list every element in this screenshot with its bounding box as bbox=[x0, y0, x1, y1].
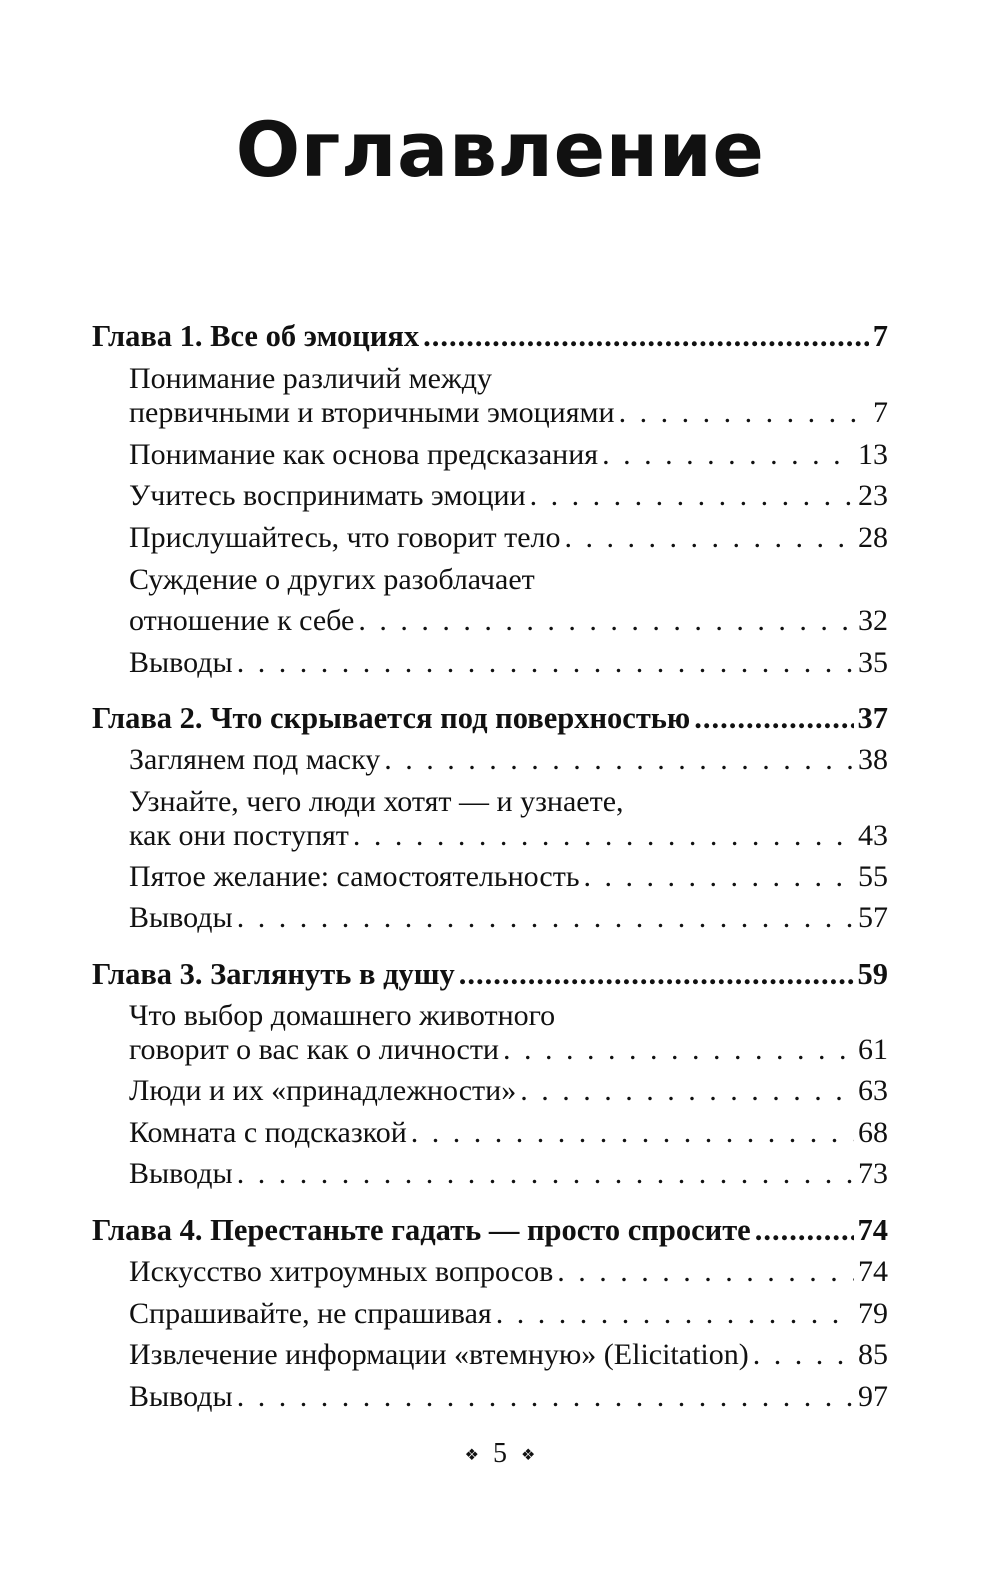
section-page-number: 85 bbox=[858, 1338, 888, 1371]
dot-leader bbox=[584, 857, 854, 897]
section-page-number: 97 bbox=[858, 1380, 888, 1413]
dot-leader bbox=[557, 1252, 854, 1292]
table-of-contents bbox=[92, 0, 888, 1595]
toc-section-1-4[interactable] bbox=[129, 518, 888, 558]
dot-leader bbox=[411, 1113, 854, 1153]
diamond-ornament-icon: ❖ bbox=[521, 1446, 536, 1464]
dot-leader bbox=[237, 1154, 854, 1194]
toc-section-1-5-line-1[interactable] bbox=[129, 560, 888, 600]
section-title-line: говорит о вас как о личности bbox=[129, 1033, 499, 1066]
toc-chapter-1[interactable] bbox=[92, 316, 888, 356]
dot-leader bbox=[459, 954, 854, 994]
dot-leader bbox=[753, 1335, 854, 1375]
section-title: Извлечение информации «втемную» (Elicitation) bbox=[129, 1338, 749, 1371]
section-title: Понимание как основа предсказания bbox=[129, 438, 599, 471]
section-title-line: Понимание различий между bbox=[129, 362, 492, 395]
toc-section-1-6[interactable] bbox=[129, 643, 888, 683]
section-title-line: Узнайте, чего люди хотят — и узнаете, bbox=[129, 785, 624, 818]
dot-leader bbox=[237, 1377, 854, 1417]
toc-section-4-2[interactable] bbox=[129, 1294, 888, 1334]
section-title: Прислушайтесь, что говорит тело bbox=[129, 521, 561, 554]
toc-section-2-1[interactable] bbox=[129, 740, 888, 780]
section-page-number: 32 bbox=[858, 604, 888, 637]
dot-leader bbox=[358, 601, 854, 641]
toc-section-1-5[interactable] bbox=[129, 601, 888, 641]
section-title: Люди и их «принадлежности» bbox=[129, 1074, 517, 1107]
section-title-line: первичными и вторичными эмоциями bbox=[129, 396, 615, 429]
section-page-number: 61 bbox=[858, 1033, 888, 1066]
section-title: Комната с подсказкой bbox=[129, 1116, 407, 1149]
section-title-line: Суждение о других разоблачает bbox=[129, 563, 535, 596]
page-number: 5 bbox=[493, 1438, 507, 1469]
dot-leader bbox=[423, 316, 869, 356]
toc-section-3-1[interactable] bbox=[129, 1030, 888, 1070]
section-page-number: 35 bbox=[858, 646, 888, 679]
toc-section-4-3[interactable] bbox=[129, 1335, 888, 1375]
dot-leader bbox=[565, 518, 854, 558]
chapter-title: Глава 2. Что скрывается под поверхностью bbox=[92, 701, 691, 735]
toc-section-3-3[interactable] bbox=[129, 1113, 888, 1153]
section-page-number: 13 bbox=[858, 438, 888, 471]
dot-leader bbox=[694, 698, 853, 738]
section-title: Спрашивайте, не спрашивая bbox=[129, 1297, 492, 1330]
toc-chapter-2[interactable] bbox=[92, 698, 888, 738]
dot-leader bbox=[496, 1294, 854, 1334]
dot-leader bbox=[602, 435, 854, 475]
section-title: Пятое желание: самостоятельность bbox=[129, 860, 580, 893]
toc-section-4-4[interactable] bbox=[129, 1377, 888, 1417]
dot-leader bbox=[619, 393, 869, 433]
toc-section-1-1[interactable] bbox=[129, 393, 888, 433]
section-page-number: 57 bbox=[858, 901, 888, 934]
dot-leader bbox=[520, 1071, 854, 1111]
toc-section-1-3[interactable] bbox=[129, 476, 888, 516]
toc-section-2-3[interactable] bbox=[129, 857, 888, 897]
toc-section-3-4[interactable] bbox=[129, 1154, 888, 1194]
section-title: Выводы bbox=[129, 901, 233, 934]
section-page-number: 63 bbox=[858, 1074, 888, 1107]
section-title-line: отношение к себе bbox=[129, 604, 355, 637]
dot-leader bbox=[237, 643, 854, 683]
toc-section-2-4[interactable] bbox=[129, 898, 888, 938]
toc-section-3-2[interactable] bbox=[129, 1071, 888, 1111]
chapter-page-number: 37 bbox=[857, 701, 888, 735]
dot-leader bbox=[237, 898, 854, 938]
section-page-number: 68 bbox=[858, 1116, 888, 1149]
section-page-number: 28 bbox=[858, 521, 888, 554]
section-title: Заглянем под маску bbox=[129, 743, 381, 776]
section-page-number: 23 bbox=[858, 479, 888, 512]
section-title: Учитесь воспринимать эмоции bbox=[129, 479, 526, 512]
diamond-ornament-icon: ❖ bbox=[464, 1446, 479, 1464]
section-title: Выводы bbox=[129, 646, 233, 679]
chapter-page-number: 7 bbox=[872, 319, 888, 353]
page-footer bbox=[0, 1436, 1000, 1474]
section-page-number: 55 bbox=[858, 860, 888, 893]
section-title: Искусство хитроумных вопросов bbox=[129, 1255, 554, 1288]
section-page-number: 73 bbox=[858, 1157, 888, 1190]
section-page-number: 79 bbox=[858, 1297, 888, 1330]
section-title: Выводы bbox=[129, 1157, 233, 1190]
toc-chapter-3[interactable] bbox=[92, 954, 888, 994]
chapter-title: Глава 3. Заглянуть в душу bbox=[92, 957, 455, 991]
page-title: Оглавление bbox=[235, 105, 765, 194]
section-title: Выводы bbox=[129, 1380, 233, 1413]
chapter-title: Глава 1. Все об эмоциях bbox=[92, 319, 420, 353]
section-page-number: 7 bbox=[873, 396, 888, 429]
chapter-page-number: 74 bbox=[857, 1213, 888, 1247]
toc-section-4-1[interactable] bbox=[129, 1252, 888, 1292]
dot-leader bbox=[353, 816, 854, 856]
section-page-number: 43 bbox=[858, 819, 888, 852]
section-page-number: 38 bbox=[858, 743, 888, 776]
chapter-title: Глава 4. Перестаньте гадать — просто спросите bbox=[92, 1213, 751, 1247]
section-title-line: как они поступят bbox=[129, 819, 349, 852]
dot-leader bbox=[503, 1030, 854, 1070]
section-page-number: 74 bbox=[858, 1255, 888, 1288]
dot-leader bbox=[384, 740, 854, 780]
section-title-line: Что выбор домашнего животного bbox=[129, 999, 556, 1032]
dot-leader bbox=[530, 476, 854, 516]
dot-leader bbox=[755, 1210, 854, 1250]
toc-chapter-4[interactable] bbox=[92, 1210, 888, 1250]
toc-section-1-2[interactable] bbox=[129, 435, 888, 475]
chapter-page-number: 59 bbox=[857, 957, 888, 991]
toc-section-2-2[interactable] bbox=[129, 816, 888, 856]
